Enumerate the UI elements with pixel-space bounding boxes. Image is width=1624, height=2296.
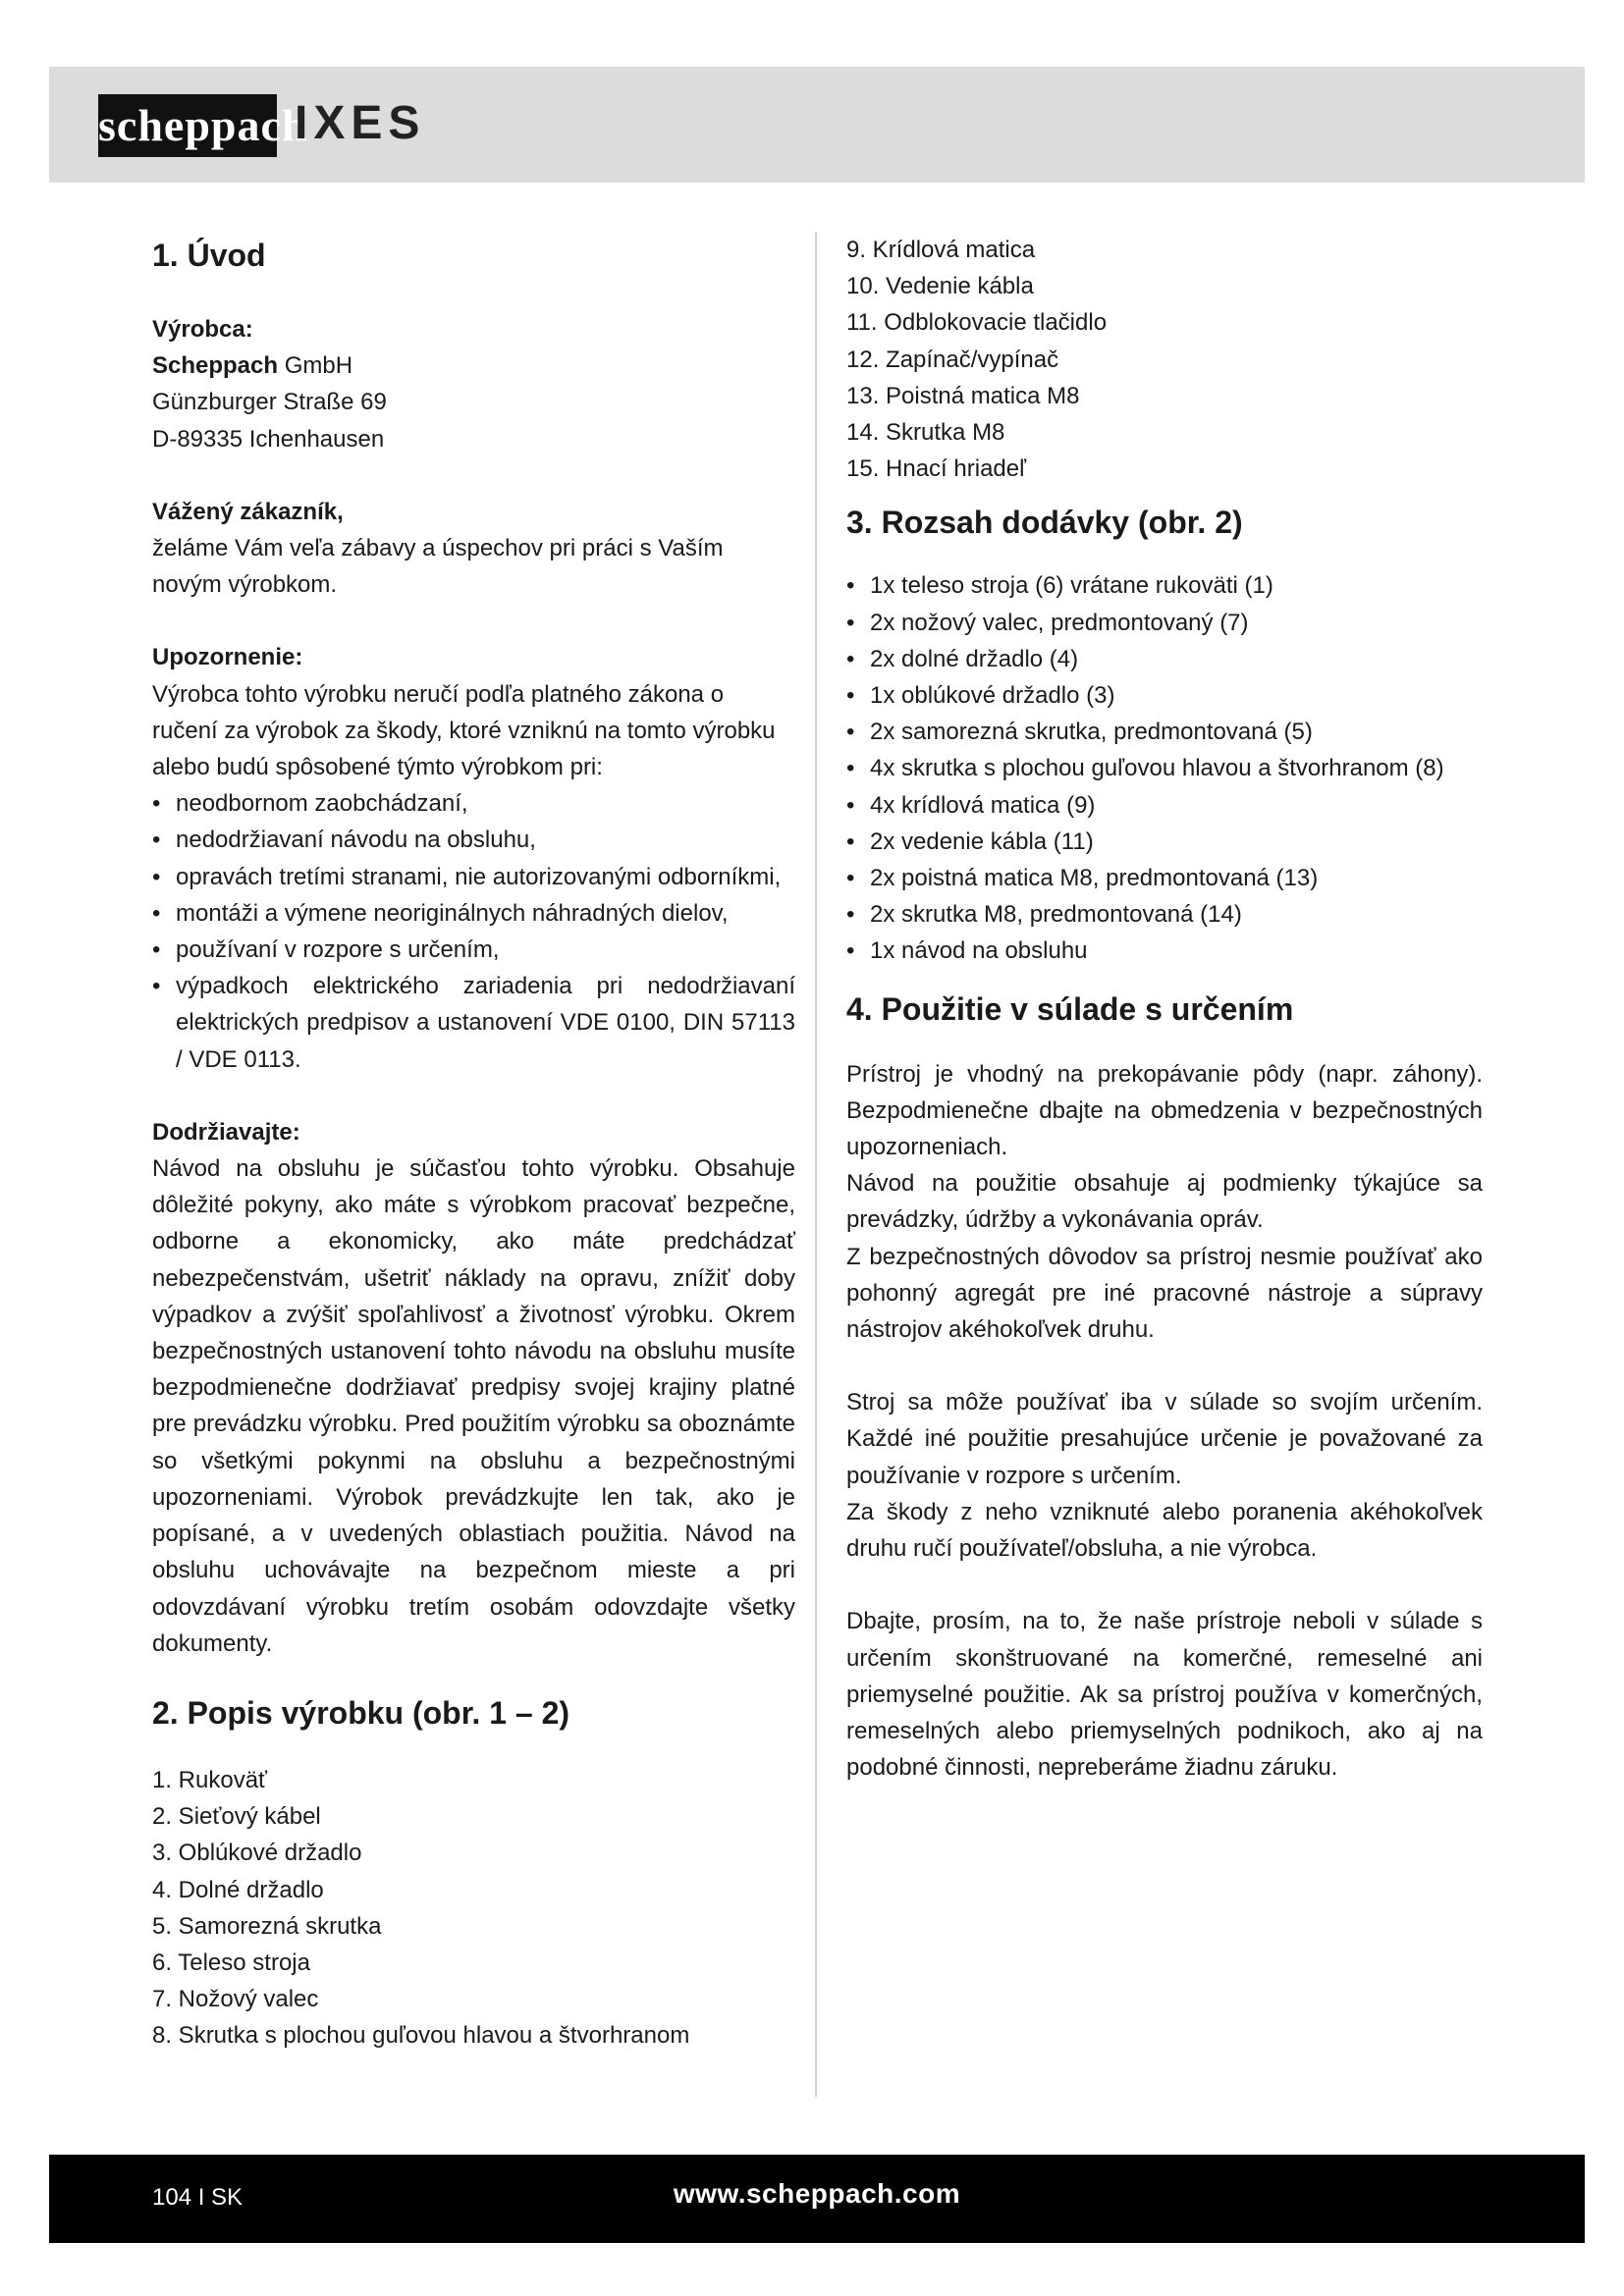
list-item: 12. Zapínač/vypínač <box>846 346 1059 373</box>
company-name <box>152 347 795 384</box>
list-item: • 4x krídlová matica (9) <box>846 787 1483 824</box>
right-column <box>846 232 1483 1786</box>
list-item: 14. Skrutka M8 <box>846 419 1005 447</box>
list-item: 15. Hnací hriadeľ <box>846 455 1027 483</box>
list-item: • 1x teleso stroja (6) vrátane rukoväti (1) <box>846 567 1483 604</box>
note-list <box>152 785 795 1078</box>
list-item: 9. Krídlová matica <box>846 237 1036 263</box>
list-item: • 4x skrutka s plochou guľovou hlavou a štvorhranom (8) <box>846 750 1483 786</box>
section-2-heading: 2. Popis výrobku (obr. 1 – 2) <box>152 1694 570 1731</box>
list-item: 10. Vedenie kábla <box>846 273 1034 300</box>
dear-text: želáme Vám veľa zábavy a úspechov pri práci s Vaším novým výrobkom. <box>152 535 724 599</box>
parts-list <box>152 1762 795 2055</box>
left-column <box>152 232 795 2055</box>
list-item: • 2x vedenie kábla (11) <box>846 824 1483 860</box>
company-rest: GmbH <box>278 352 353 380</box>
parts-list-continued <box>846 232 1483 487</box>
list-item: • neodbornom zaobchádzaní, <box>152 785 795 822</box>
page-header <box>49 67 1585 183</box>
list-item: • 2x poistná matica M8, predmontovaná (13) <box>846 860 1483 896</box>
use-paragraph-5: Za škody z neho vzniknuté alebo poranenia akéhokoľvek druhu ručí používateľ/obsluha, a nie výrobca. <box>846 1498 1483 1563</box>
list-item: 7. Nožový valec <box>152 1986 319 2013</box>
list-item: 3. Oblúkové držadlo <box>152 1840 362 1867</box>
street: Günzburger Straße 69 <box>152 389 387 416</box>
section-4-heading: 4. Použitie v súlade s určením <box>846 990 1294 1027</box>
list-item: • 2x dolné držadlo (4) <box>846 641 1483 677</box>
delivery-list <box>846 567 1483 969</box>
section-1-heading: 1. Úvod <box>152 238 266 273</box>
note-label: Upozornenie: <box>152 644 303 671</box>
page-number: 104 I SK <box>152 2184 244 2211</box>
website-link[interactable]: www.scheppach.com <box>673 2178 961 2209</box>
list-item: • 1x návod na obsluhu <box>846 933 1483 969</box>
use-paragraph-1: Prístroj je vhodný na prekopávanie pôdy (napr. záhony). Bezpodmienečne dbajte na obmedzenia v bezpečnostných upozorneniach. <box>846 1060 1483 1161</box>
list-item: 4. Dolné držadlo <box>152 1876 324 1903</box>
list-item: • nedodržiavaní návodu na obsluhu, <box>152 822 795 858</box>
company-bold: Scheppach <box>152 352 279 380</box>
observe-text: Návod na obsluhu je súčasťou tohto výrobku. Obsahuje dôležité pokyny, ako máte s výrobkom pracovať bezpečne, odborne a ekonomicky, ako máte predchádzať nebezpečenstvám, ušetriť náklady na opravu, znížiť doby výpadkov a zvýšiť spoľahlivosť a životnosť výrobku. Okrem bezpečnostných ustanovení tohto návodu na obsluhu musíte bezpodmienečne dodržiavať predpisy svojej krajiny platné pre prevádzku výrobku. Pred použitím výrobku sa oboznámte so všetkými pokynmi na obsluhu a bezpečnostnými upozorneniami. Výrobok prevádzkujte len tak, ako je popísané, a v uvedených oblastiach použitia. Návod na obsluhu uchovávajte na bezpečnom mieste a pri odovzdávaní výrobku tretím osobám odovzdajte všetky dokumenty. <box>152 1155 795 1657</box>
list-item: • 2x samorezná skrutka, predmontovaná (5) <box>846 714 1483 750</box>
page-footer <box>49 2155 1585 2243</box>
list-item: 1. Rukoväť <box>152 1766 268 1793</box>
list-item: 11. Odblokovacie tlačidlo <box>846 309 1108 337</box>
section-3-heading: 3. Rozsah dodávky (obr. 2) <box>846 505 1243 541</box>
list-item: • používaní v rozpore s určením, <box>152 932 795 968</box>
list-item: 13. Poistná matica M8 <box>846 382 1080 409</box>
list-item: 2. Sieťový kábel <box>152 1803 321 1831</box>
use-paragraph-2: Návod na použitie obsahuje aj podmienky týkajúce sa prevádzky, údržby a vykonávania opráv. <box>846 1170 1483 1234</box>
list-item: 5. Samorezná skrutka <box>152 1912 382 1940</box>
list-item: 6. Teleso stroja <box>152 1949 310 1976</box>
list-item: • 1x oblúkové držadlo (3) <box>846 677 1483 714</box>
use-paragraph-6: Dbajte, prosím, na to, že naše prístroje neboli v súlade s určením skonštruované na komerčné, remeselné ani priemyselné použitie. Ak sa prístroj používa v komerčných, remeselných alebo priemyselných podnikoch, ako aj na podobné činnosti, nepreberáme žiadnu záruku. <box>846 1608 1483 1782</box>
list-item: • výpadkoch elektrického zariadenia pri nedodržiavaní elektrických predpisov a ustanovení VDE 0100, DIN 57113 / VDE 0113. <box>152 968 795 1078</box>
column-divider <box>815 232 817 2097</box>
ixes-logo: IXES <box>295 97 426 149</box>
list-item: • 2x nožový valec, predmontovaný (7) <box>846 605 1483 641</box>
city: D-89335 Ichenhausen <box>152 425 385 453</box>
observe-label: Dodržiavajte: <box>152 1118 300 1146</box>
note-text: Výrobca tohto výrobku neručí podľa platného zákona o ručení za výrobok za škody, ktoré vzniknú na tomto výrobku alebo budú spôsobené týmto výrobkom pri: <box>152 680 776 781</box>
list-item: • opravách tretími stranami, nie autorizovanými odborníkmi, <box>152 859 795 895</box>
list-item: 8. Skrutka s plochou guľovou hlavou a štvorhranom <box>152 2022 690 2050</box>
scheppach-logo: scheppach <box>98 94 277 157</box>
use-paragraph-4: Stroj sa môže používať iba v súlade so svojím určením. Každé iné použitie presahujúce určenie je považované za používanie v rozpore s určením. <box>846 1389 1483 1489</box>
list-item: • 2x skrutka M8, predmontovaná (14) <box>846 896 1483 933</box>
use-paragraph-3: Z bezpečnostných dôvodov sa prístroj nesmie používať ako pohonný agregát pre iné pracovné nástroje a súpravy nástrojov akéhokoľvek druhu. <box>846 1243 1483 1344</box>
manufacturer-label: Výrobca: <box>152 316 253 343</box>
list-item: • montáži a výmene neoriginálnych náhradných dielov, <box>152 895 795 932</box>
dear-label: Vážený zákazník, <box>152 498 344 525</box>
